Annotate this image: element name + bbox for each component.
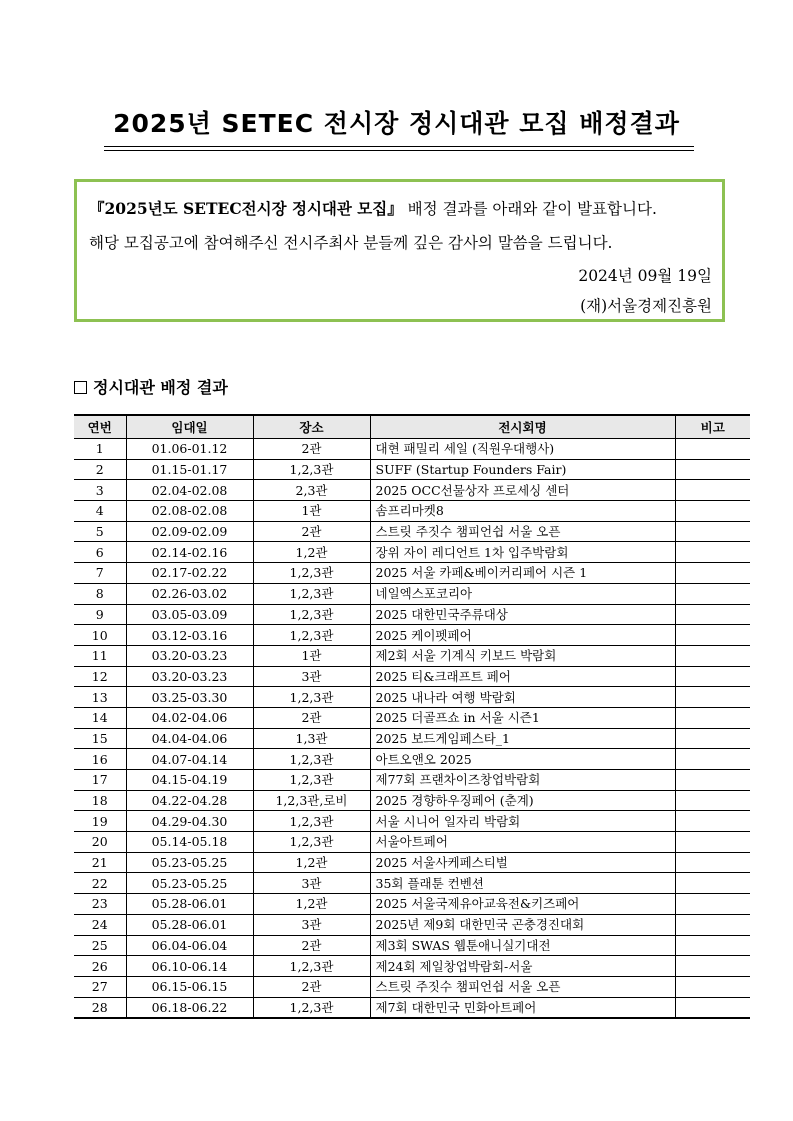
cell-remarks xyxy=(675,873,750,894)
cell-rental-date: 04.22-04.28 xyxy=(126,790,253,811)
header-remarks: 비고 xyxy=(675,415,750,439)
cell-exhibition-name: 2025 서울국제유아교육전&키즈페어 xyxy=(370,894,675,915)
cell-remarks xyxy=(675,563,750,584)
cell-rental-date: 05.14-05.18 xyxy=(126,832,253,853)
cell-exhibition-name: 2025 경향하우징페어 (춘계) xyxy=(370,790,675,811)
header-exhibition-name: 전시회명 xyxy=(370,415,675,439)
cell-number: 7 xyxy=(74,563,126,584)
cell-number: 1 xyxy=(74,439,126,460)
table-row xyxy=(74,728,750,749)
cell-exhibition-name: 제2회 서울 기계식 키보드 박람회 xyxy=(370,645,675,666)
cell-exhibition-name: 솜프리마켓8 xyxy=(370,501,675,522)
cell-exhibition-name: 제7회 대한민국 민화아트페어 xyxy=(370,997,675,1018)
cell-venue: 1,2,3관 xyxy=(253,956,370,977)
table-row xyxy=(74,749,750,770)
cell-number: 26 xyxy=(74,956,126,977)
cell-exhibition-name: 제3회 SWAS 웹툰애니실기대전 xyxy=(370,935,675,956)
cell-exhibition-name: 스트릿 주짓수 챔피언쉽 서울 오픈 xyxy=(370,976,675,997)
checkbox-square-icon xyxy=(74,381,87,394)
cell-remarks xyxy=(675,459,750,480)
cell-rental-date: 02.04-02.08 xyxy=(126,480,253,501)
table-row xyxy=(74,459,750,480)
table-header-row xyxy=(74,415,750,439)
cell-number: 11 xyxy=(74,645,126,666)
cell-venue: 1관 xyxy=(253,645,370,666)
table-row xyxy=(74,645,750,666)
cell-number: 5 xyxy=(74,521,126,542)
cell-rental-date: 05.23-05.25 xyxy=(126,852,253,873)
cell-venue: 2관 xyxy=(253,521,370,542)
cell-rental-date: 04.02-04.06 xyxy=(126,707,253,728)
cell-rental-date: 02.09-02.09 xyxy=(126,521,253,542)
notice-line-1-bold: 『2025년도 SETEC전시장 정시대관 모집』 xyxy=(89,199,403,218)
cell-rental-date: 02.14-02.16 xyxy=(126,542,253,563)
table-row xyxy=(74,604,750,625)
cell-venue: 1,2,3관 xyxy=(253,604,370,625)
cell-number: 12 xyxy=(74,666,126,687)
cell-remarks xyxy=(675,894,750,915)
cell-rental-date: 06.10-06.14 xyxy=(126,956,253,977)
cell-exhibition-name: 스트릿 주짓수 챔피언쉽 서울 오픈 xyxy=(370,521,675,542)
cell-exhibition-name: 아트오앤오 2025 xyxy=(370,749,675,770)
cell-number: 15 xyxy=(74,728,126,749)
cell-remarks xyxy=(675,583,750,604)
section-title: 정시대관 배정 결과 xyxy=(93,378,228,397)
cell-exhibition-name: 2025 티&크래프트 페어 xyxy=(370,666,675,687)
cell-venue: 1,2,3관 xyxy=(253,687,370,708)
cell-exhibition-name: 2025 더골프쇼 in 서울 시즌1 xyxy=(370,707,675,728)
cell-remarks xyxy=(675,666,750,687)
cell-rental-date: 04.07-04.14 xyxy=(126,749,253,770)
cell-exhibition-name: 2025 보드게임페스타_1 xyxy=(370,728,675,749)
cell-rental-date: 01.06-01.12 xyxy=(126,439,253,460)
cell-rental-date: 06.15-06.15 xyxy=(126,976,253,997)
table-row xyxy=(74,707,750,728)
notice-date: 2024년 09월 19일 xyxy=(578,267,712,285)
cell-exhibition-name: SUFF (Startup Founders Fair) xyxy=(370,459,675,480)
cell-remarks xyxy=(675,852,750,873)
cell-exhibition-name: 2025 서울사케페스티벌 xyxy=(370,852,675,873)
cell-exhibition-name: 35회 플래툰 컨벤션 xyxy=(370,873,675,894)
cell-remarks xyxy=(675,976,750,997)
cell-rental-date: 04.29-04.30 xyxy=(126,811,253,832)
cell-exhibition-name: 2025 내나라 여행 박람회 xyxy=(370,687,675,708)
cell-number: 9 xyxy=(74,604,126,625)
cell-remarks xyxy=(675,625,750,646)
cell-number: 23 xyxy=(74,894,126,915)
header-venue: 장소 xyxy=(253,415,370,439)
table-row xyxy=(74,687,750,708)
cell-venue: 3관 xyxy=(253,873,370,894)
cell-rental-date: 04.15-04.19 xyxy=(126,770,253,791)
table-row xyxy=(74,770,750,791)
cell-venue: 1,2,3관,로비 xyxy=(253,790,370,811)
table-row xyxy=(74,542,750,563)
table-row xyxy=(74,811,750,832)
cell-number: 19 xyxy=(74,811,126,832)
cell-venue: 1,2,3관 xyxy=(253,997,370,1018)
notice-line-2: 해당 모집공고에 참여해주신 전시주최사 분들께 깊은 감사의 말씀을 드립니다. xyxy=(89,234,613,252)
title-underline-second xyxy=(104,150,694,151)
cell-exhibition-name: 2025 대한민국주류대상 xyxy=(370,604,675,625)
cell-venue: 2관 xyxy=(253,439,370,460)
cell-venue: 1,2,3관 xyxy=(253,583,370,604)
cell-rental-date: 02.26-03.02 xyxy=(126,583,253,604)
table-row xyxy=(74,914,750,935)
cell-exhibition-name: 2025년 제9회 대한민국 곤충경진대회 xyxy=(370,914,675,935)
title-underline xyxy=(104,146,694,147)
table-row xyxy=(74,625,750,646)
cell-rental-date: 06.18-06.22 xyxy=(126,997,253,1018)
cell-rental-date: 03.20-03.23 xyxy=(126,666,253,687)
cell-exhibition-name: 서울아트페어 xyxy=(370,832,675,853)
cell-remarks xyxy=(675,790,750,811)
table-row xyxy=(74,832,750,853)
cell-remarks xyxy=(675,645,750,666)
notice-line-1-rest: 배정 결과를 아래와 같이 발표합니다. xyxy=(402,200,657,218)
cell-exhibition-name: 대현 패밀리 세일 (직원우대행사) xyxy=(370,439,675,460)
cell-venue: 1,2,3관 xyxy=(253,811,370,832)
cell-rental-date: 03.20-03.23 xyxy=(126,645,253,666)
cell-number: 24 xyxy=(74,914,126,935)
cell-venue: 3관 xyxy=(253,914,370,935)
cell-exhibition-name: 2025 서울 카페&베이커리페어 시즌 1 xyxy=(370,563,675,584)
cell-venue: 1,2관 xyxy=(253,852,370,873)
cell-venue: 2,3관 xyxy=(253,480,370,501)
cell-remarks xyxy=(675,956,750,977)
table-row xyxy=(74,583,750,604)
cell-rental-date: 03.05-03.09 xyxy=(126,604,253,625)
notice-line-1 xyxy=(89,197,657,219)
cell-remarks xyxy=(675,604,750,625)
cell-venue: 2관 xyxy=(253,976,370,997)
cell-venue: 1,2,3관 xyxy=(253,625,370,646)
cell-number: 4 xyxy=(74,501,126,522)
cell-rental-date: 05.28-06.01 xyxy=(126,894,253,915)
cell-remarks xyxy=(675,521,750,542)
cell-rental-date: 04.04-04.06 xyxy=(126,728,253,749)
header-rental-date: 임대일 xyxy=(126,415,253,439)
cell-number: 18 xyxy=(74,790,126,811)
cell-venue: 1,2,3관 xyxy=(253,749,370,770)
cell-exhibition-name: 제24회 제일창업박람회-서울 xyxy=(370,956,675,977)
cell-rental-date: 05.23-05.25 xyxy=(126,873,253,894)
cell-exhibition-name: 2025 OCC선물상자 프로세싱 센터 xyxy=(370,480,675,501)
cell-remarks xyxy=(675,914,750,935)
table-row xyxy=(74,852,750,873)
cell-number: 17 xyxy=(74,770,126,791)
cell-number: 25 xyxy=(74,935,126,956)
cell-venue: 1,2,3관 xyxy=(253,563,370,584)
cell-remarks xyxy=(675,480,750,501)
notice-organization: (재)서울경제진흥원 xyxy=(580,297,712,315)
cell-number: 28 xyxy=(74,997,126,1018)
table-row xyxy=(74,439,750,460)
cell-venue: 1,2,3관 xyxy=(253,770,370,791)
page-title: 2025년 SETEC 전시장 정시대관 모집 배정결과 xyxy=(113,109,680,138)
cell-exhibition-name: 네일엑스포코리아 xyxy=(370,583,675,604)
cell-remarks xyxy=(675,728,750,749)
cell-number: 14 xyxy=(74,707,126,728)
cell-remarks xyxy=(675,811,750,832)
cell-number: 3 xyxy=(74,480,126,501)
table-row xyxy=(74,956,750,977)
cell-number: 21 xyxy=(74,852,126,873)
cell-remarks xyxy=(675,832,750,853)
cell-exhibition-name: 서울 시니어 일자리 박람회 xyxy=(370,811,675,832)
table-row xyxy=(74,666,750,687)
table-row xyxy=(74,790,750,811)
table-row xyxy=(74,873,750,894)
cell-number: 13 xyxy=(74,687,126,708)
cell-rental-date: 01.15-01.17 xyxy=(126,459,253,480)
cell-rental-date: 05.28-06.01 xyxy=(126,914,253,935)
cell-exhibition-name: 제77회 프랜차이즈창업박람회 xyxy=(370,770,675,791)
cell-exhibition-name: 장위 자이 레디언트 1차 입주박람회 xyxy=(370,542,675,563)
cell-number: 27 xyxy=(74,976,126,997)
cell-venue: 1관 xyxy=(253,501,370,522)
cell-number: 2 xyxy=(74,459,126,480)
cell-remarks xyxy=(675,770,750,791)
cell-number: 20 xyxy=(74,832,126,853)
results-table xyxy=(74,414,750,1019)
cell-venue: 1,2관 xyxy=(253,542,370,563)
table-row xyxy=(74,935,750,956)
cell-venue: 1,3관 xyxy=(253,728,370,749)
cell-venue: 2관 xyxy=(253,707,370,728)
cell-remarks xyxy=(675,935,750,956)
cell-venue: 1,2,3관 xyxy=(253,459,370,480)
cell-remarks xyxy=(675,997,750,1018)
cell-remarks xyxy=(675,439,750,460)
table-row xyxy=(74,997,750,1018)
cell-rental-date: 02.08-02.08 xyxy=(126,501,253,522)
cell-remarks xyxy=(675,501,750,522)
cell-number: 10 xyxy=(74,625,126,646)
cell-rental-date: 06.04-06.04 xyxy=(126,935,253,956)
section-heading xyxy=(74,375,228,398)
cell-rental-date: 03.25-03.30 xyxy=(126,687,253,708)
table-row xyxy=(74,521,750,542)
cell-rental-date: 02.17-02.22 xyxy=(126,563,253,584)
cell-number: 6 xyxy=(74,542,126,563)
cell-number: 8 xyxy=(74,583,126,604)
table-row xyxy=(74,563,750,584)
table-row xyxy=(74,976,750,997)
cell-remarks xyxy=(675,687,750,708)
cell-number: 16 xyxy=(74,749,126,770)
cell-remarks xyxy=(675,542,750,563)
cell-exhibition-name: 2025 케이펫페어 xyxy=(370,625,675,646)
header-number: 연번 xyxy=(74,415,126,439)
cell-venue: 2관 xyxy=(253,935,370,956)
cell-rental-date: 03.12-03.16 xyxy=(126,625,253,646)
table-row xyxy=(74,480,750,501)
cell-remarks xyxy=(675,707,750,728)
notice-box xyxy=(74,179,725,322)
cell-remarks xyxy=(675,749,750,770)
table-row xyxy=(74,501,750,522)
cell-venue: 1,2,3관 xyxy=(253,832,370,853)
table-row xyxy=(74,894,750,915)
cell-number: 22 xyxy=(74,873,126,894)
cell-venue: 1,2관 xyxy=(253,894,370,915)
cell-venue: 3관 xyxy=(253,666,370,687)
